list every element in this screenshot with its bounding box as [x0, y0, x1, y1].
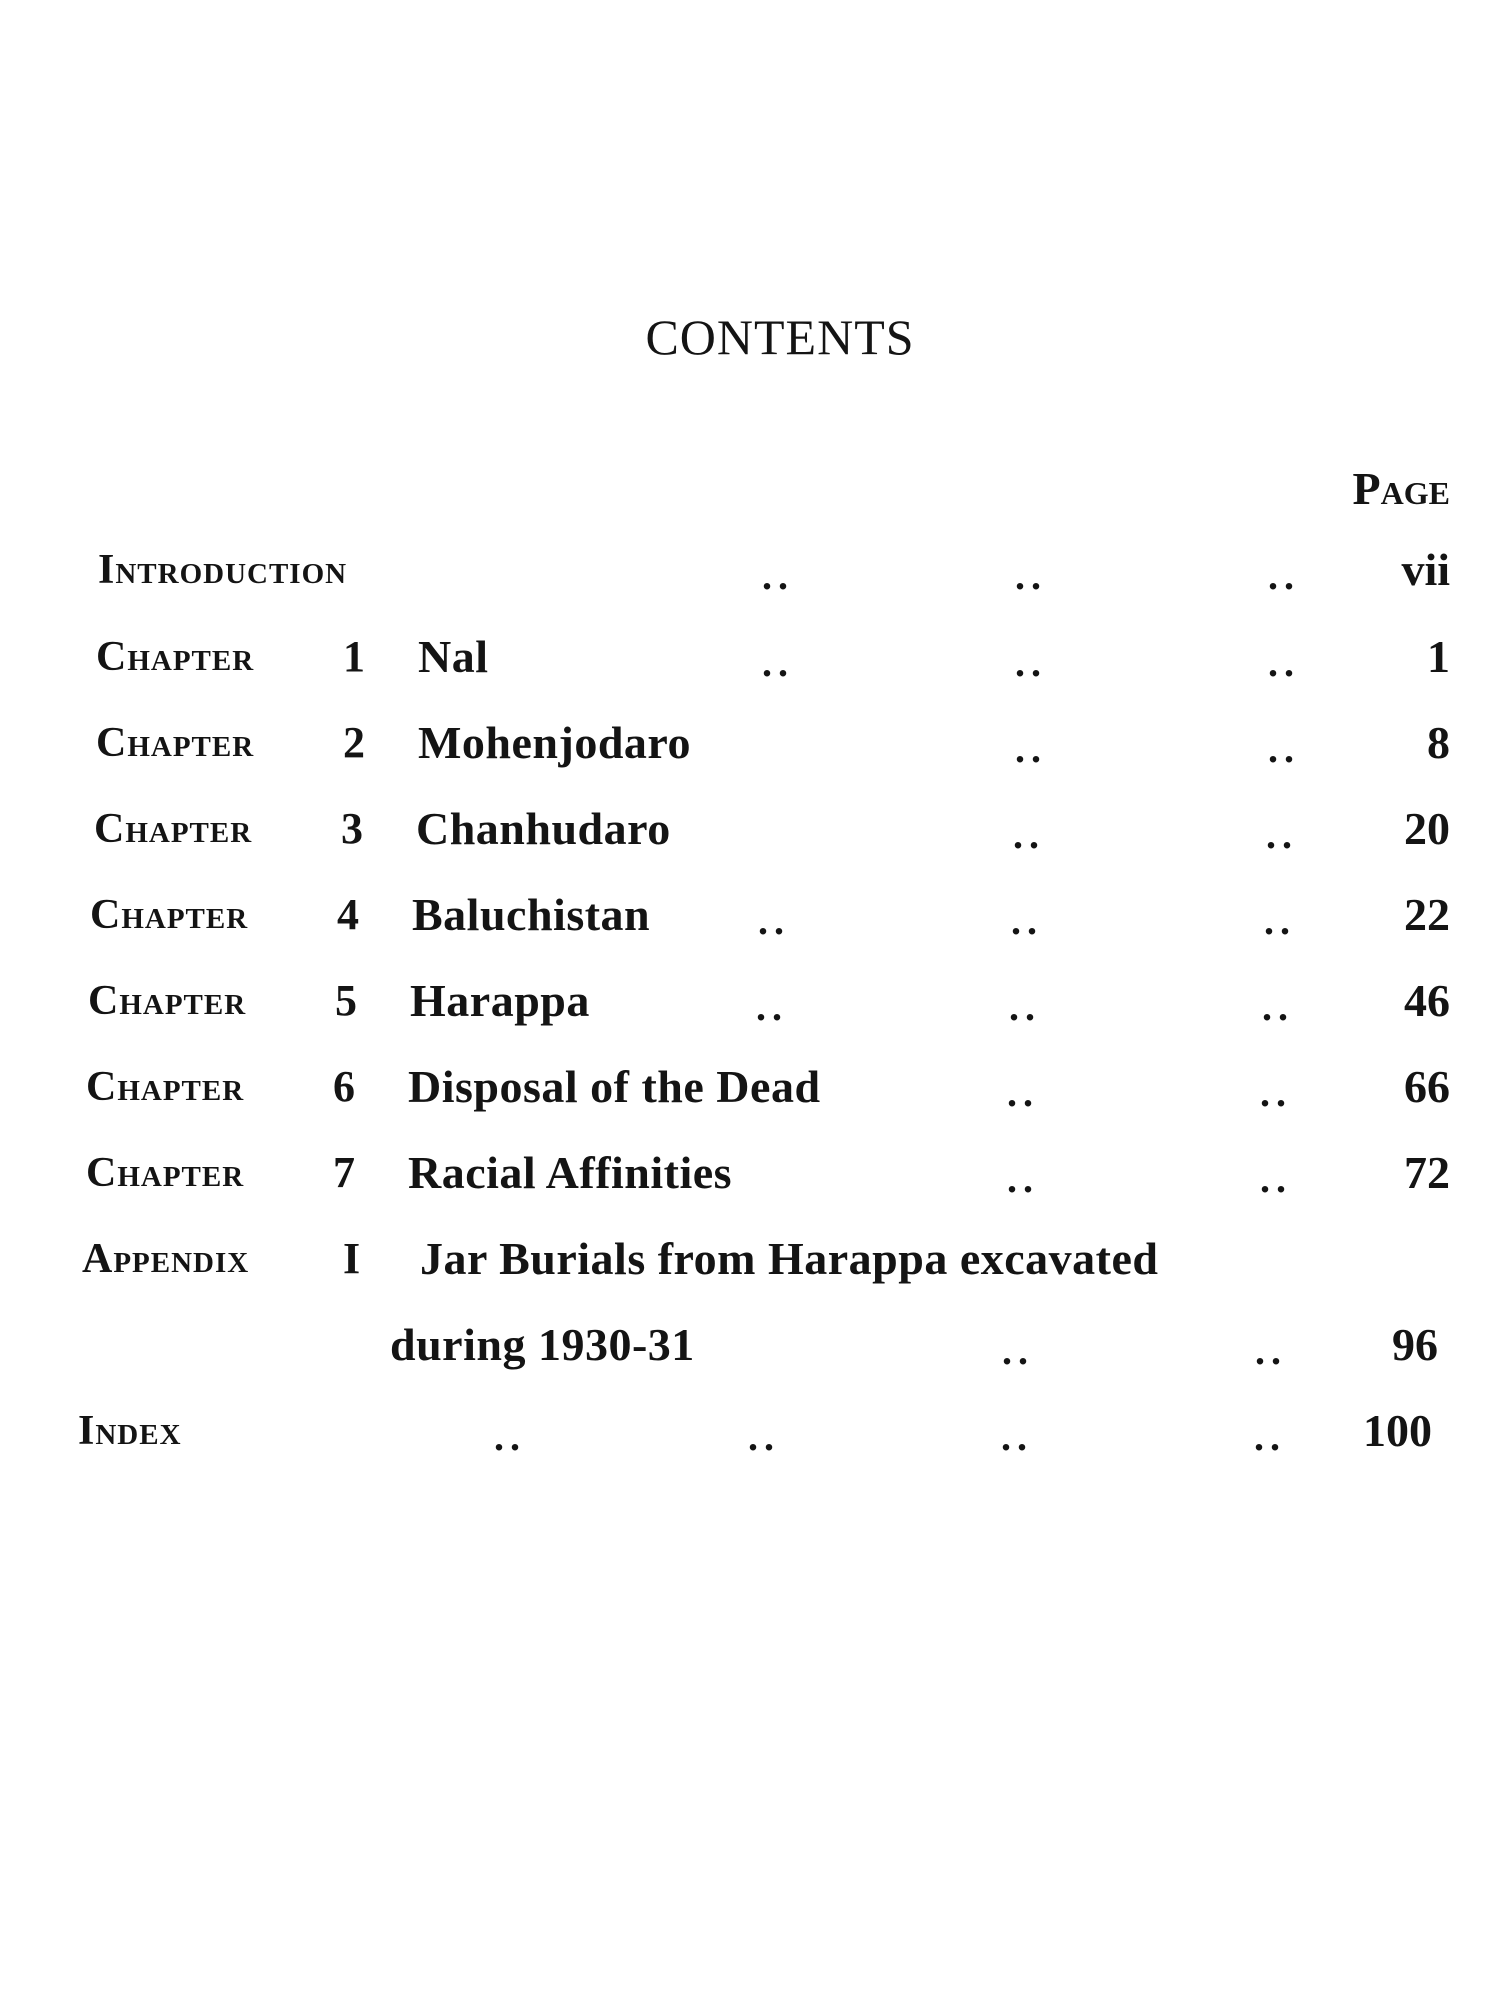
- entry-title: Chanhudaro: [416, 803, 671, 854]
- leader-dots: ..: [748, 1414, 780, 1459]
- entry-page-number: 100: [1363, 1405, 1432, 1456]
- leader-dots: ..: [1001, 1414, 1033, 1459]
- leader-dots: ..: [1264, 898, 1296, 943]
- toc-entry-chapter-4[interactable]: [0, 885, 1500, 945]
- entry-page-number: 66: [1404, 1061, 1450, 1112]
- leader-dots: ..: [1268, 553, 1300, 598]
- entry-title: Disposal of the Dead: [408, 1061, 821, 1112]
- toc-entry-chapter-7[interactable]: [0, 1143, 1500, 1203]
- entry-title: Harappa: [410, 975, 590, 1026]
- leader-dots: ..: [1255, 1328, 1287, 1373]
- entry-number: 3: [341, 804, 363, 853]
- leader-dots: ..: [1260, 1156, 1292, 1201]
- leader-dots: ..: [494, 1414, 526, 1459]
- toc-entry-chapter-6[interactable]: [0, 1057, 1500, 1117]
- entry-title: Nal: [418, 631, 489, 682]
- entry-number: 6: [333, 1062, 355, 1111]
- leader-dots: ..: [1268, 726, 1300, 771]
- entry-label: Chapter: [90, 892, 249, 938]
- toc-entry-chapter-5[interactable]: [0, 971, 1500, 1031]
- leader-dots: ..: [1268, 640, 1300, 685]
- toc-entry-chapter-2[interactable]: [0, 713, 1500, 773]
- entry-page-number: 8: [1427, 717, 1450, 768]
- leader-dots: ..: [762, 640, 794, 685]
- page-column-header: Page: [1352, 463, 1450, 514]
- entry-label: Introduction: [98, 547, 348, 593]
- leader-dots: ..: [756, 984, 788, 1029]
- entry-number: I: [343, 1234, 361, 1283]
- entry-label: Index: [78, 1408, 182, 1454]
- toc-entry-chapter-1[interactable]: [0, 627, 1500, 687]
- entry-page-number: 72: [1404, 1147, 1450, 1198]
- entry-number: 4: [337, 890, 359, 939]
- entry-page-number: 22: [1404, 889, 1450, 940]
- entry-number: 5: [335, 976, 357, 1025]
- entry-number: 1: [343, 632, 365, 681]
- entry-page-number: 20: [1404, 803, 1450, 854]
- entry-label: Appendix: [82, 1236, 250, 1282]
- entry-title: Jar Burials from Harappa excavated: [420, 1233, 1159, 1284]
- entry-number: 2: [343, 718, 365, 767]
- leader-dots: ..: [758, 898, 790, 943]
- leader-dots: ..: [1015, 640, 1047, 685]
- leader-dots: ..: [1007, 1070, 1039, 1115]
- leader-dots: ..: [1009, 984, 1041, 1029]
- leader-dots: ..: [1254, 1414, 1286, 1459]
- entry-label: Chapter: [96, 720, 255, 766]
- leader-dots: ..: [1266, 812, 1298, 857]
- entry-page-number: 1: [1427, 631, 1450, 682]
- entry-label: Chapter: [94, 806, 253, 852]
- entry-page-number: vii: [1401, 544, 1450, 595]
- toc-entry-appendix-1-continuation[interactable]: [0, 1315, 1500, 1375]
- leader-dots: ..: [1260, 1070, 1292, 1115]
- leader-dots: ..: [1011, 898, 1043, 943]
- entry-page-number: 46: [1404, 975, 1450, 1026]
- entry-label: Chapter: [86, 1064, 245, 1110]
- entry-page-number: 96: [1392, 1319, 1438, 1370]
- toc-entry-index[interactable]: [0, 1401, 1500, 1461]
- leader-dots: ..: [1015, 553, 1047, 598]
- page-title: CONTENTS: [645, 309, 915, 365]
- entry-number: 7: [333, 1148, 355, 1197]
- leader-dots: ..: [1007, 1156, 1039, 1201]
- leader-dots: ..: [1262, 984, 1294, 1029]
- leader-dots: ..: [1013, 812, 1045, 857]
- leader-dots: ..: [762, 553, 794, 598]
- leader-dots: ..: [1015, 726, 1047, 771]
- entry-title: Baluchistan: [412, 889, 651, 940]
- entry-label: Chapter: [88, 978, 247, 1024]
- toc-entry-chapter-3[interactable]: [0, 799, 1500, 859]
- toc-entry-appendix-1[interactable]: [0, 1229, 1500, 1289]
- leader-dots: ..: [1002, 1328, 1034, 1373]
- entry-label: Chapter: [86, 1150, 245, 1196]
- entry-title-continuation: during 1930-31: [390, 1319, 695, 1370]
- entry-title: Racial Affinities: [408, 1147, 733, 1198]
- entry-label: Chapter: [96, 634, 255, 680]
- entry-title: Mohenjodaro: [418, 717, 691, 768]
- toc-entry-introduction[interactable]: [0, 540, 1500, 600]
